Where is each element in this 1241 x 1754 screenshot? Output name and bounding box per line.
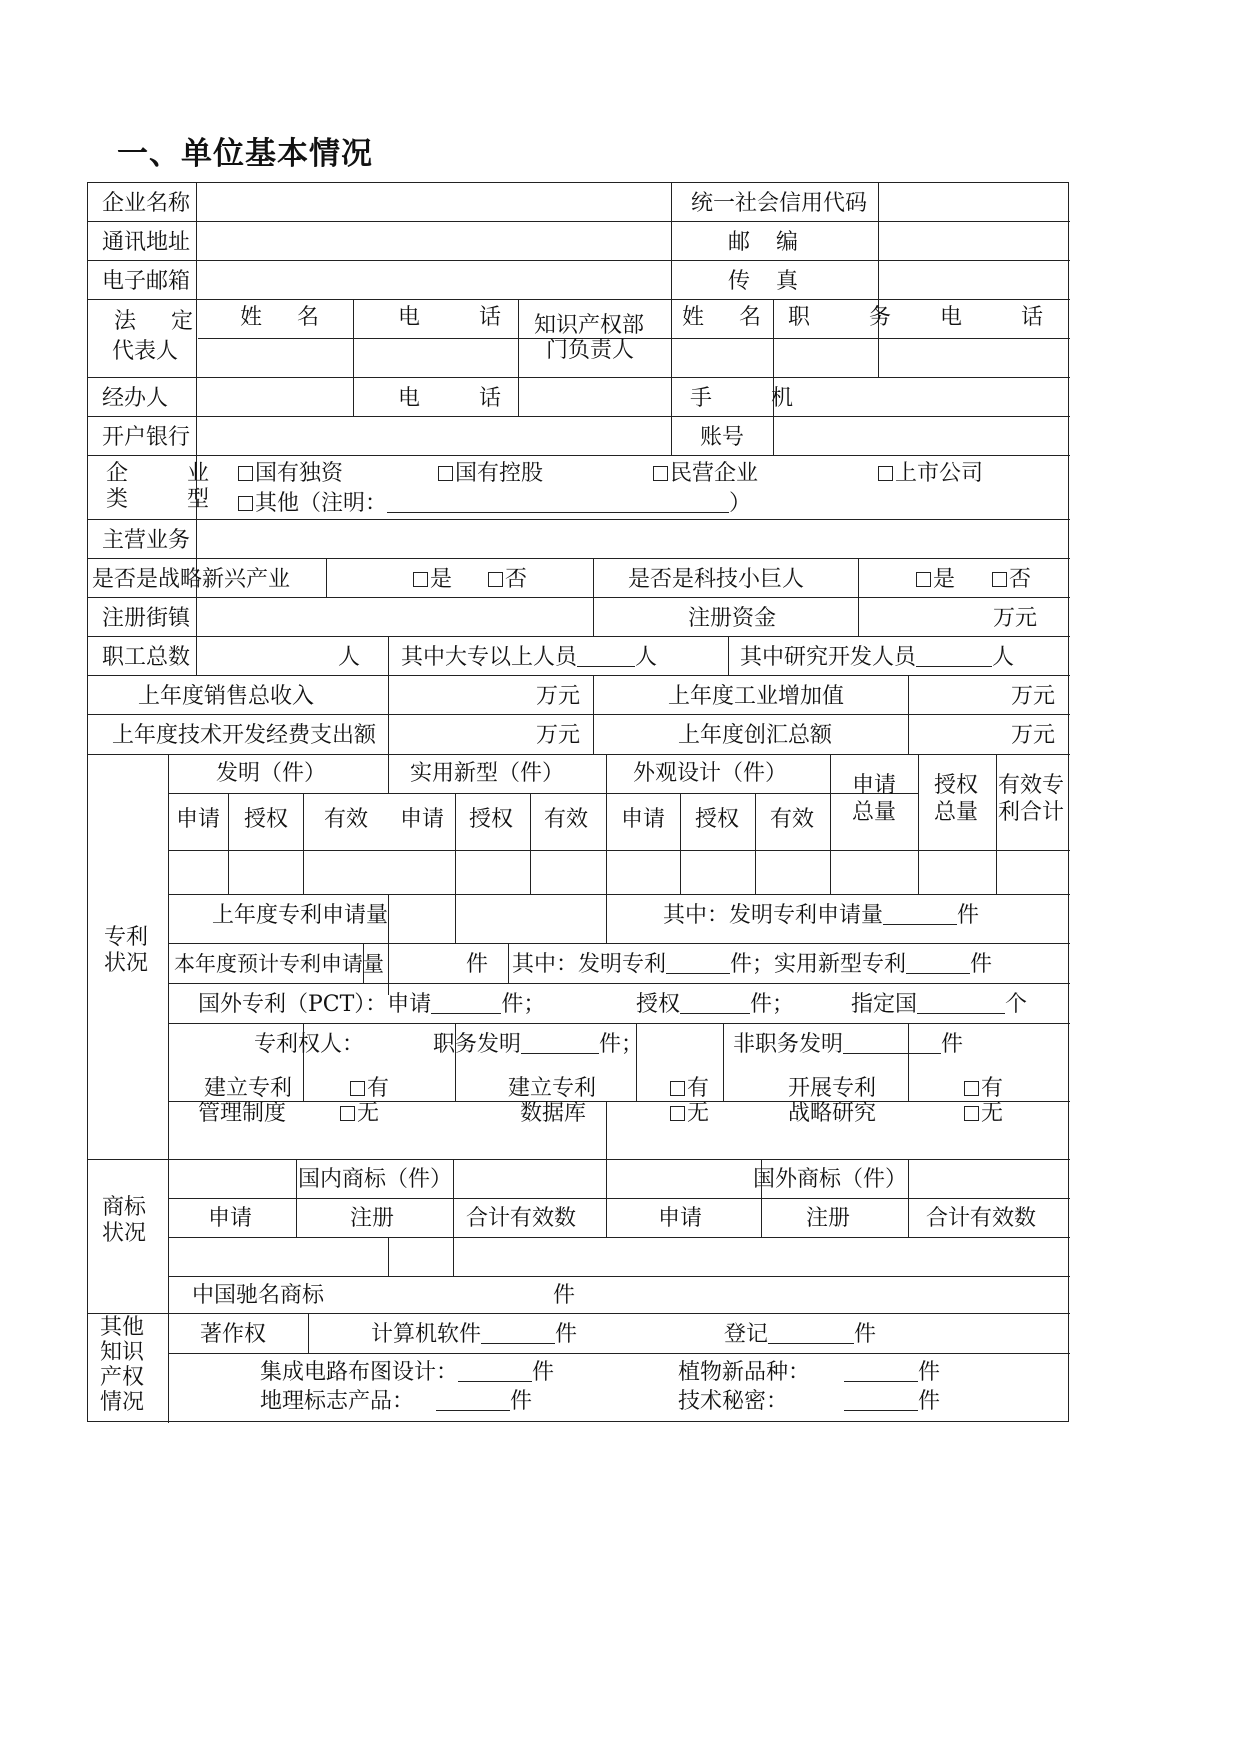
option-state-owned[interactable]: 国有独资 — [238, 461, 343, 486]
checkbox-icon — [413, 572, 428, 587]
label-account: 账号 — [700, 425, 745, 450]
label-credit-code: 统一社会信用代码 — [691, 191, 868, 216]
checkbox-icon — [350, 1081, 365, 1096]
col-util-valid: 有效 — [544, 807, 589, 832]
col-des-grant: 授权 — [695, 807, 740, 832]
checkbox-icon — [964, 1081, 979, 1096]
db-none[interactable]: 无 — [670, 1101, 709, 1126]
checkbox-icon — [653, 466, 668, 481]
label-famous: 中国驰名商标 — [192, 1283, 325, 1308]
col-inv-grant: 授权 — [244, 807, 289, 832]
header-apply-total-2: 总量 — [852, 800, 897, 825]
label-sales: 上年度销售总收入 — [138, 684, 315, 709]
label-reg-street: 注册街镇 — [102, 606, 191, 631]
basic-info-form — [87, 182, 1069, 1422]
label-forex: 上年度创汇总额 — [678, 723, 833, 748]
checkbox-icon — [488, 572, 503, 587]
giant-no[interactable]: 否 — [992, 567, 1031, 592]
header-grant-total-1: 授权 — [934, 773, 979, 798]
label-geo: 地理标志产品： 件 — [260, 1389, 533, 1414]
label-other-ip: 其他 知识 产权 情况 — [100, 1315, 145, 1415]
header-valid-total-2: 利合计 — [998, 800, 1065, 825]
unit-industrial: 万元 — [1011, 684, 1056, 709]
label-rep-name: 姓 名 — [240, 305, 333, 330]
col-des-apply: 申请 — [621, 807, 666, 832]
label-among-invention: 其中：发明专利申请量 件 — [663, 903, 980, 928]
header-grant-total-2: 总量 — [934, 800, 979, 825]
label-address: 通讯地址 — [102, 230, 191, 255]
mgmt-none[interactable]: 无 — [340, 1101, 379, 1126]
checkbox-icon — [916, 572, 931, 587]
strategy-none[interactable]: 无 — [964, 1101, 1003, 1126]
checkbox-icon — [992, 572, 1007, 587]
label-bank: 开户银行 — [102, 425, 191, 450]
label-plant: 植物新品种： 件 — [678, 1360, 941, 1385]
checkbox-icon — [878, 466, 893, 481]
label-mgmt-1: 建立专利 — [204, 1076, 293, 1101]
label-strategy-2: 战略研究 — [788, 1101, 877, 1126]
col-inv-apply: 申请 — [176, 807, 221, 832]
label-pct-grant: 授权 件； — [636, 992, 795, 1017]
label-register: 登记 件 — [724, 1322, 877, 1347]
checkbox-icon — [238, 466, 253, 481]
label-software: 计算机软件 件 — [371, 1322, 578, 1347]
label-strategic: 是否是战略新兴产业 — [92, 567, 291, 592]
label-service: 职务发明 件； — [433, 1032, 644, 1057]
header-valid-total-1: 有效专 — [998, 773, 1065, 798]
label-company-name: 企业名称 — [102, 191, 191, 216]
label-main-business: 主营业务 — [102, 528, 191, 553]
option-other[interactable]: 其他（注明： ） — [238, 491, 751, 516]
col-dom-apply: 申请 — [208, 1206, 253, 1231]
label-handler-phone: 电 话 — [398, 386, 527, 411]
mgmt-have[interactable]: 有 — [350, 1076, 389, 1101]
checkbox-icon — [670, 1081, 685, 1096]
option-state-controlled[interactable]: 国有控股 — [438, 461, 543, 486]
header-design: 外观设计（件） — [633, 761, 788, 786]
unit-rd-expense: 万元 — [536, 723, 581, 748]
label-among-inv2: 其中：发明专利 件；实用新型专利 件 — [512, 952, 993, 977]
other-note-field[interactable] — [387, 492, 729, 513]
label-holder: 专利权人： — [254, 1032, 365, 1057]
label-nonservice: 非职务发明 件 — [733, 1032, 964, 1057]
label-this-year-plan: 本年度预计专利申请量 — [174, 952, 384, 976]
label-ic: 集成电路布图设计： 件 — [260, 1360, 555, 1385]
label-trademark-1: 商标 — [102, 1195, 147, 1220]
unit-this-year: 件 — [466, 952, 489, 977]
label-ip-head-2: 门负责人 — [546, 338, 635, 363]
label-copyright: 著作权 — [200, 1322, 267, 1347]
header-domestic: 国内商标（件） — [298, 1167, 453, 1192]
label-fax: 传真 — [728, 269, 825, 294]
col-for-apply: 申请 — [658, 1206, 703, 1231]
label-mgmt-2: 管理制度 — [198, 1101, 287, 1126]
label-industrial: 上年度工业增加值 — [668, 684, 845, 709]
col-des-valid: 有效 — [770, 807, 815, 832]
col-for-valid: 合计有效数 — [926, 1206, 1037, 1231]
col-util-apply: 申请 — [400, 807, 445, 832]
label-mobile: 手 机 — [690, 386, 819, 411]
label-trademark-2: 状况 — [102, 1221, 147, 1246]
label-type-1: 企 业 — [106, 461, 235, 486]
label-reg-capital: 注册资金 — [688, 606, 777, 631]
option-private[interactable]: 民营企业 — [653, 461, 758, 486]
option-listed[interactable]: 上市公司 — [878, 461, 983, 486]
col-dom-valid: 合计有效数 — [466, 1206, 577, 1231]
label-patent-1: 专利 — [104, 925, 149, 950]
label-email: 电子邮箱 — [102, 269, 191, 294]
label-patent-2: 状况 — [104, 951, 149, 976]
label-ip-position: 职 务 — [788, 305, 917, 330]
checkbox-icon — [340, 1106, 355, 1121]
label-strategy-1: 开展专利 — [788, 1076, 877, 1101]
label-little-giant: 是否是科技小巨人 — [628, 567, 805, 592]
col-for-register: 注册 — [806, 1206, 851, 1231]
col-inv-valid: 有效 — [324, 807, 369, 832]
strategy-have[interactable]: 有 — [964, 1076, 1003, 1101]
label-rd-staff: 其中研究开发人员 人 — [740, 645, 1015, 670]
strategic-no[interactable]: 否 — [488, 567, 527, 592]
label-legal-rep-1: 法 定 — [114, 309, 207, 334]
checkbox-icon — [438, 466, 453, 481]
unit-reg-capital: 万元 — [993, 606, 1038, 631]
header-apply-total-1: 申请 — [852, 773, 897, 798]
col-dom-register: 注册 — [350, 1206, 395, 1231]
checkbox-icon — [238, 496, 253, 511]
checkbox-icon — [964, 1106, 979, 1121]
unit-forex: 万元 — [1011, 723, 1056, 748]
giant-yes[interactable]: 是 — [916, 567, 955, 592]
label-secret: 技术秘密： 件 — [678, 1389, 941, 1414]
db-have[interactable]: 有 — [670, 1076, 709, 1101]
header-utility: 实用新型（件） — [410, 761, 565, 786]
strategic-yes[interactable]: 是 — [413, 567, 452, 592]
header-invention: 发明（件） — [216, 761, 327, 786]
label-pct-country: 指定国 个 — [851, 992, 1028, 1017]
label-handler: 经办人 — [102, 386, 169, 411]
label-db-2: 数据库 — [520, 1101, 587, 1126]
unit-staff: 人 — [338, 645, 361, 670]
label-db-1: 建立专利 — [508, 1076, 597, 1101]
label-rd-expense: 上年度技术开发经费支出额 — [112, 723, 377, 748]
section-title: 一、单位基本情况 — [117, 136, 373, 172]
label-ip-name: 姓 名 — [682, 305, 775, 330]
label-pct: 国外专利（PCT）：申请 件； — [198, 992, 546, 1017]
unit-famous: 件 — [553, 1283, 576, 1308]
label-legal-rep-2: 代表人 — [112, 339, 179, 364]
label-ip-head-1: 知识产权部 — [534, 313, 645, 338]
checkbox-icon — [670, 1106, 685, 1121]
unit-sales: 万元 — [536, 684, 581, 709]
col-util-grant: 授权 — [469, 807, 514, 832]
header-foreign: 国外商标（件） — [753, 1167, 908, 1192]
label-rep-phone: 电 话 — [398, 305, 527, 330]
label-type-2: 类 型 — [106, 487, 235, 512]
label-staff-total: 职工总数 — [102, 645, 191, 670]
label-ip-phone: 电 话 — [940, 305, 1069, 330]
label-college: 其中大专以上人员 人 — [401, 645, 658, 670]
label-postcode: 邮编 — [728, 230, 825, 255]
label-last-year-apply: 上年度专利申请量 — [212, 903, 389, 928]
